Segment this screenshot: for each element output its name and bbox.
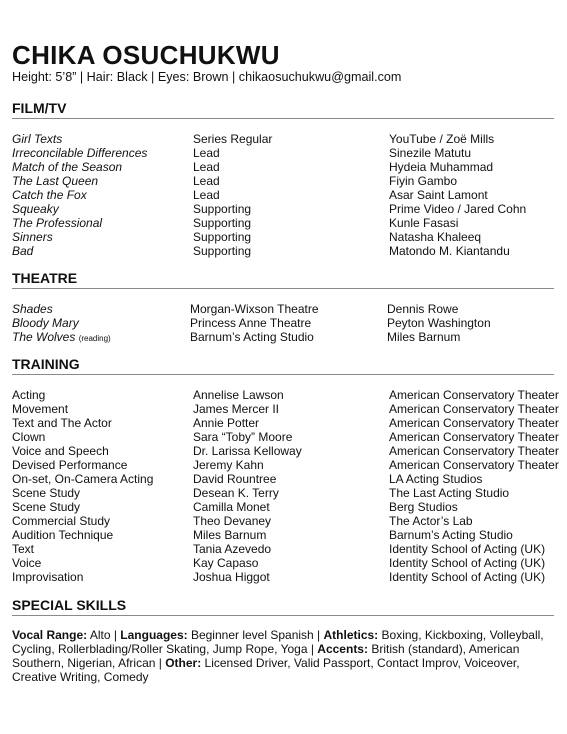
training-company-cell	[389, 402, 559, 416]
training-title-cell	[12, 472, 153, 486]
film-role-text: Lead	[193, 174, 220, 188]
training-company-text: LA Acting Studios	[389, 472, 483, 486]
training-role-cell	[193, 514, 271, 528]
theatre-title-cell	[12, 330, 111, 346]
training-company-text: American Conservatory Theater	[389, 430, 559, 444]
training-title-text: Commercial Study	[12, 514, 111, 528]
film-company-text: Hydeia Muhammad	[389, 160, 494, 174]
other-value: Licensed Driver, Valid Passport, Contact Improv, Voiceover, Creative Writing, Comedy	[12, 656, 520, 684]
theatre-row	[12, 316, 562, 330]
training-company-text: American Conservatory Theater	[389, 402, 559, 416]
training-company-text: The Actor’s Lab	[389, 514, 473, 528]
training-title-text: Movement	[12, 402, 69, 416]
theatre-role-cell	[190, 302, 319, 316]
theatre-role-text: Princess Anne Theatre	[190, 316, 312, 330]
training-company-cell	[389, 388, 559, 402]
training-role-text: David Rountree	[193, 472, 277, 486]
film-title-text: The Last Queen	[12, 174, 99, 188]
special-skills-heading: SPECIAL SKILLS	[12, 597, 554, 616]
film-role-text: Lead	[193, 160, 220, 174]
film-company-cell	[389, 188, 488, 202]
training-title-text: Devised Performance	[12, 458, 128, 472]
training-title-cell	[12, 430, 45, 444]
training-company-text: Identity School of Acting (UK)	[389, 570, 546, 584]
training-role-cell	[193, 472, 276, 486]
film-role-cell	[193, 216, 251, 230]
training-company-text: American Conservatory Theater	[389, 388, 559, 402]
training-company-cell	[389, 444, 559, 458]
training-row	[12, 570, 562, 584]
training-company-cell	[389, 430, 559, 444]
film-company-text: Prime Video / Jared Cohn	[389, 202, 527, 216]
vocal-range-value: Alto |	[87, 628, 121, 642]
training-role-text: Jeremy Kahn	[193, 458, 264, 472]
film-title-text: Bad	[12, 244, 34, 258]
theatre-title-cell	[12, 302, 53, 316]
film-row	[12, 146, 562, 160]
theatre-role-text: Barnum’s Acting Studio	[190, 330, 314, 344]
training-row	[12, 500, 562, 514]
film-role-text: Supporting	[193, 244, 252, 258]
training-title-cell	[12, 388, 45, 402]
training-role-cell	[193, 402, 279, 416]
other-label: Other:	[165, 656, 202, 670]
training-company-cell	[389, 486, 509, 500]
training-row	[12, 430, 562, 444]
theatre-role-cell	[190, 316, 311, 330]
vocal-range-label: Vocal Range:	[12, 628, 88, 642]
training-row	[12, 402, 562, 416]
training-title-text: Scene Study	[12, 486, 81, 500]
film-row	[12, 188, 562, 202]
training-row	[12, 388, 562, 402]
film-company-cell	[389, 146, 471, 160]
film-role-text: Supporting	[193, 230, 252, 244]
theatre-heading: THEATRE	[12, 270, 554, 289]
theatre-row	[12, 330, 562, 344]
film-company-cell	[389, 244, 510, 258]
training-company-text: American Conservatory Theater	[389, 458, 559, 472]
training-company-text: The Last Acting Studio	[389, 486, 510, 500]
film-row	[12, 244, 562, 258]
training-company-cell	[389, 542, 545, 556]
training-role-cell	[193, 388, 284, 402]
film-title-cell	[12, 188, 87, 202]
film-company-text: Natasha Khaleeq	[389, 230, 482, 244]
contact-line: Height: 5’8” | Hair: Black | Eyes: Brown | chikaosuchukwu@gmail.com	[12, 70, 402, 84]
accents-value: British (standard), American Southern, Nigerian, African |	[12, 642, 520, 670]
training-title-cell	[12, 556, 41, 570]
training-company-text: Identity School of Acting (UK)	[389, 542, 546, 556]
training-title-text: Text	[12, 542, 35, 556]
training-title-cell	[12, 416, 112, 430]
training-row	[12, 528, 562, 542]
film-title-cell	[12, 160, 122, 174]
film-title-text: Sinners	[12, 230, 53, 244]
training-role-cell	[193, 430, 292, 444]
theatre-company-cell	[387, 330, 460, 344]
film-row	[12, 132, 562, 146]
film-title-cell	[12, 202, 59, 216]
training-title-text: Voice and Speech	[12, 444, 109, 458]
training-role-cell	[193, 444, 302, 458]
film-title-cell	[12, 146, 147, 160]
reading-note: (reading)	[78, 334, 111, 343]
film-company-text: Sinezile Matutu	[389, 146, 472, 160]
training-company-text: American Conservatory Theater	[389, 416, 559, 430]
film-title-text: Girl Texts	[12, 132, 63, 146]
training-title-cell	[12, 402, 68, 416]
theatre-role-cell	[190, 330, 314, 344]
training-title-cell	[12, 514, 110, 528]
film-title-cell	[12, 230, 53, 244]
training-role-text: Kay Capaso	[193, 556, 259, 570]
film-role-text: Supporting	[193, 216, 252, 230]
training-title-text: Acting	[12, 388, 46, 402]
training-row	[12, 542, 562, 556]
film-role-text: Supporting	[193, 202, 252, 216]
training-row	[12, 556, 562, 570]
film-role-text: Lead	[193, 146, 220, 160]
training-row	[12, 486, 562, 500]
training-title-cell	[12, 542, 34, 556]
training-title-cell	[12, 486, 80, 500]
theatre-title-text: Bloody Mary	[12, 316, 79, 330]
training-title-cell	[12, 500, 80, 514]
training-company-text: American Conservatory Theater	[389, 444, 559, 458]
film-company-text: YouTube / Zoë Mills	[389, 132, 495, 146]
theatre-company-text: Dennis Rowe	[387, 302, 459, 316]
training-title-text: Audition Technique	[12, 528, 114, 542]
training-role-text: Miles Barnum	[193, 528, 267, 542]
film-role-cell	[193, 132, 272, 146]
training-role-text: Annie Potter	[193, 416, 260, 430]
training-title-cell	[12, 570, 83, 584]
training-title-text: Text and The Actor	[12, 416, 112, 430]
film-company-cell	[389, 174, 457, 188]
training-row	[12, 444, 562, 458]
film-title-text: Irreconcilable Differences	[12, 146, 148, 160]
training-row	[12, 458, 562, 472]
theatre-title-text: The Wolves	[12, 330, 76, 344]
film-company-cell	[389, 132, 494, 146]
training-company-text: Barnum’s Acting Studio	[389, 528, 513, 542]
film-row	[12, 174, 562, 188]
training-company-cell	[389, 570, 545, 584]
training-company-cell	[389, 514, 473, 528]
training-title-cell	[12, 444, 109, 458]
film-title-text: Catch the Fox	[12, 188, 87, 202]
languages-value: Beginner level Spanish |	[187, 628, 324, 642]
theatre-title-cell	[12, 316, 79, 330]
training-row	[12, 416, 562, 430]
training-role-cell	[193, 570, 270, 584]
film-company-cell	[389, 230, 481, 244]
training-company-text: Berg Studios	[389, 500, 458, 514]
languages-label: Languages:	[120, 628, 188, 642]
training-title-text: Voice	[12, 556, 42, 570]
training-company-cell	[389, 500, 458, 514]
training-role-cell	[193, 416, 259, 430]
training-role-text: Desean K. Terry	[193, 486, 279, 500]
training-title-cell	[12, 528, 113, 542]
training-role-cell	[193, 542, 271, 556]
film-company-cell	[389, 160, 493, 174]
film-row	[12, 202, 562, 216]
training-role-text: Tania Azevedo	[193, 542, 272, 556]
actor-name: CHIKA OSUCHUKWU	[12, 40, 280, 70]
film-tv-heading: FILM/TV	[12, 100, 554, 119]
theatre-company-cell	[387, 302, 458, 316]
training-title-cell	[12, 458, 127, 472]
film-title-text: Squeaky	[12, 202, 59, 216]
film-company-cell	[389, 202, 526, 216]
training-role-text: James Mercer II	[193, 402, 280, 416]
film-role-text: Series Regular	[193, 132, 273, 146]
film-title-cell	[12, 216, 102, 230]
training-row	[12, 514, 562, 528]
theatre-company-text: Peyton Washington	[387, 316, 491, 330]
film-title-text: The Professional	[12, 216, 103, 230]
film-role-cell	[193, 174, 220, 188]
film-row	[12, 230, 562, 244]
theatre-company-text: Miles Barnum	[387, 330, 461, 344]
training-role-text: Annelise Lawson	[193, 388, 284, 402]
theatre-role-text: Morgan-Wixson Theatre	[190, 302, 319, 316]
special-skills-text	[12, 628, 557, 684]
training-role-text: Dr. Larissa Kelloway	[193, 444, 302, 458]
training-role-text: Sara “Toby” Moore	[193, 430, 293, 444]
film-role-text: Lead	[193, 188, 220, 202]
film-company-text: Kunle Fasasi	[389, 216, 459, 230]
training-title-text: Clown	[12, 430, 46, 444]
training-company-cell	[389, 472, 482, 486]
training-title-text: On-set, On-Camera Acting	[12, 472, 154, 486]
training-role-cell	[193, 556, 258, 570]
film-company-text: Asar Saint Lamont	[389, 188, 488, 202]
training-company-text: Identity School of Acting (UK)	[389, 556, 546, 570]
training-heading: TRAINING	[12, 356, 554, 375]
theatre-row	[12, 302, 562, 316]
training-role-cell	[193, 500, 270, 514]
theatre-company-cell	[387, 316, 491, 330]
training-role-cell	[193, 458, 264, 472]
film-title-cell	[12, 132, 62, 146]
film-title-cell	[12, 174, 98, 188]
film-title-cell	[12, 244, 33, 258]
training-company-cell	[389, 416, 559, 430]
film-role-cell	[193, 230, 251, 244]
theatre-list	[12, 302, 562, 344]
training-company-cell	[389, 458, 559, 472]
athletics-label: Athletics:	[323, 628, 379, 642]
training-role-cell	[193, 528, 266, 542]
film-title-text: Match of the Season	[12, 160, 123, 174]
film-role-cell	[193, 244, 251, 258]
training-company-cell	[389, 556, 545, 570]
film-role-cell	[193, 202, 251, 216]
athletics-value: Boxing, Kickboxing, Volleyball, Cycling, Rollerblading/Roller Skating, Jump Rope, Yoga |	[12, 628, 544, 656]
film-company-cell	[389, 216, 458, 230]
accents-label: Accents:	[317, 642, 368, 656]
training-role-text: Camilla Monet	[193, 500, 270, 514]
training-company-cell	[389, 528, 513, 542]
training-title-text: Improvisation	[12, 570, 84, 584]
training-title-text: Scene Study	[12, 500, 81, 514]
film-company-text: Matondo M. Kiantandu	[389, 244, 510, 258]
film-row	[12, 216, 562, 230]
film-company-text: Fiyin Gambo	[389, 174, 458, 188]
film-role-cell	[193, 188, 220, 202]
training-role-text: Theo Devaney	[193, 514, 272, 528]
film-tv-list	[12, 132, 562, 258]
film-role-cell	[193, 146, 220, 160]
film-row	[12, 160, 562, 174]
theatre-title-text: Shades	[12, 302, 53, 316]
training-role-text: Joshua Higgot	[193, 570, 270, 584]
training-list	[12, 388, 562, 584]
film-role-cell	[193, 160, 220, 174]
training-role-cell	[193, 486, 279, 500]
training-row	[12, 472, 562, 486]
